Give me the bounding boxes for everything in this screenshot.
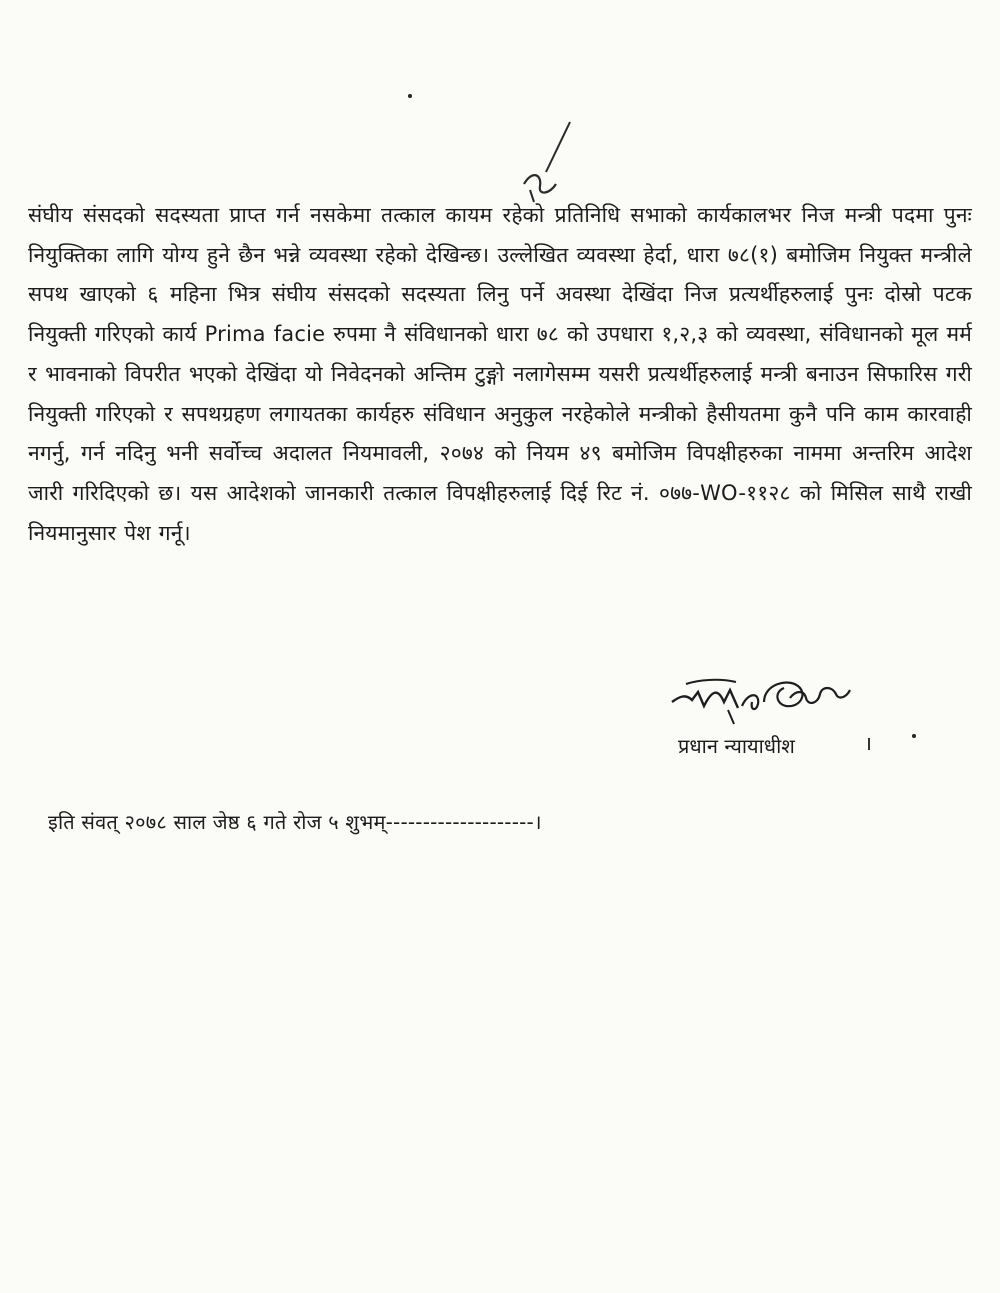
ink-tick-mark [868,738,870,750]
handwritten-signature [668,668,868,730]
closing-line: इति संवत् २०७८ साल जेष्ठ ६ गते रोज ५ शुभम्--------------------। [48,810,542,834]
ink-speck [408,94,412,98]
handwritten-initial-mark [512,118,582,208]
ink-speck [912,734,916,738]
order-body-text: संघीय संसदको सदस्यता प्राप्त गर्न नसकेमा तत्काल कायम रहेको प्रतिनिधि सभाको कार्यकालभर निज मन्त्री पदमा पुनः नियुक्तिका लागि योग्य हुने छैन भन्ने व्यवस्था रहेको देखिन्छ। उल्लेखित व्यवस्था हेर्दा, धारा ७८(१) बमोजिम नियुक्त मन्त्रीले सपथ खाएको ६ महिना भित्र संघीय संसदको सदस्यता लिनु पर्ने अवस्था देखिंदा निज प्रत्यर्थीहरुलाई पुनः दोस्रो पटक नियुक्ती गरिएको कार्य Prima facie रुपमा नै संविधानको धारा ७८ को उपधारा १,२,३ को व्यवस्था, संविधानको मूल मर्म र भावनाको विपरीत भएको देखिंदा यो निवेदनको अन्तिम टुङ्गो नलागेसम्म यसरी प्रत्यर्थीहरुलाई मन्त्री बनाउन सिफारिस गरी नियुक्ती गरिएको र सपथग्रहण लगायतका कार्यहरु संविधान अनुकुल नरहेकोले मन्त्रीको हैसीयतमा कुनै पनि काम कारवाही नगर्नु, गर्न नदिनु भनी सर्वोच्च अदालत नियमावली, २०७४ को नियम ४९ बमोजिम विपक्षीहरुका नाममा अन्तरिम आदेश जारी गरिदिएको छ। यस आदेशको जानकारी तत्काल विपक्षीहरुलाई दिई रिट नं. ०७७-WO-११२८ को मिसिल साथै राखी नियमानुसार पेश गर्नू। [28,203,972,545]
signatory-title: प्रधान न्यायाधीश [678,734,795,758]
signature-block [660,668,900,768]
